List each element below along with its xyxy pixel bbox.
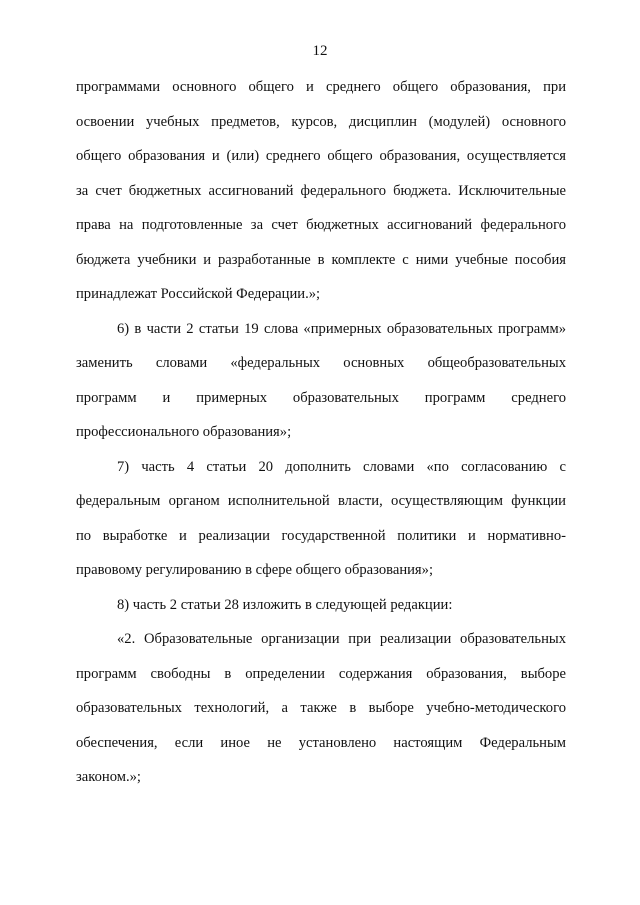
text-line: общего образования и (или) среднего общего образования, осуществляется <box>76 148 566 164</box>
text-line: профессионального образования»; <box>76 424 292 440</box>
paragraph-quoted <box>76 622 566 795</box>
paragraph-continuation <box>76 70 566 312</box>
text-line: программ и примерных образовательных программ среднего <box>76 389 566 406</box>
text-line: права на подготовленные за счет бюджетных ассигнований федерального <box>76 217 566 233</box>
document-body <box>76 70 566 795</box>
text-line: правовому регулированию в сфере общего образования»; <box>76 562 433 578</box>
text-line: заменить словами «федеральных основных общеобразовательных <box>76 355 566 371</box>
page-number: 12 <box>312 43 328 59</box>
text-line: образовательных технологий, а также в выборе учебно-методического <box>76 700 566 716</box>
paragraph-item-6 <box>76 312 566 450</box>
text-line: 6) в части 2 статьи 19 слова «примерных образовательных программ» <box>117 320 566 337</box>
text-line: принадлежат Российской Федерации.»; <box>76 286 321 302</box>
paragraph-item-7 <box>76 450 566 588</box>
text-line: программ свободны в определении содержания образования, выборе <box>76 665 566 682</box>
text-line: 7) часть 4 статьи 20 дополнить словами «по согласованию с <box>117 458 566 475</box>
text-line: программами основного общего и среднего общего образования, при <box>76 79 566 95</box>
paragraph-item-8 <box>76 588 566 623</box>
text-line: законом.»; <box>76 769 141 785</box>
text-line: федеральным органом исполнительной власти, осуществляющим функции <box>76 493 566 509</box>
text-line: «2. Образовательные организации при реализации образовательных <box>117 631 566 647</box>
text-line: 8) часть 2 статьи 28 изложить в следующей редакции: <box>117 596 453 613</box>
text-line: по выработке и реализации государственной политики и нормативно- <box>76 527 566 544</box>
text-line: обеспечения, если иное не установлено настоящим Федеральным <box>76 734 566 751</box>
text-line: за счет бюджетных ассигнований федерального бюджета. Исключительные <box>76 182 566 199</box>
text-line: бюджета учебники и разработанные в комплекте с ними учебные пособия <box>76 251 566 268</box>
text-line: освоении учебных предметов, курсов, дисциплин (модулей) основного <box>76 113 566 130</box>
